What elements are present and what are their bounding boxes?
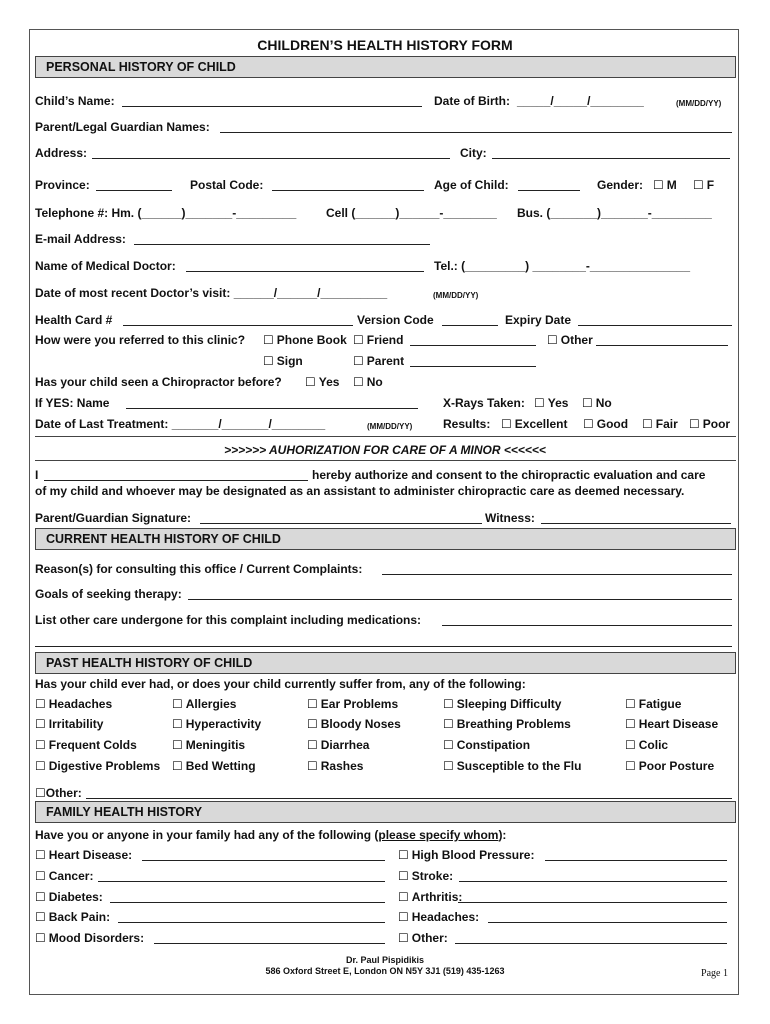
city-label: City: xyxy=(460,146,487,160)
condition-checkbox[interactable]: ☐ Poor Posture xyxy=(625,759,714,773)
results-fair-checkbox[interactable]: ☐ Fair xyxy=(642,417,678,431)
age-field[interactable] xyxy=(518,190,580,191)
referred-parent-field[interactable] xyxy=(410,366,536,367)
telephone-bus-field[interactable]: Bus. (_______)_______-_________ xyxy=(517,206,712,220)
version-code-label: Version Code xyxy=(357,313,434,327)
condition-checkbox[interactable]: ☐ Hyperactivity xyxy=(172,717,261,731)
doctor-tel-field[interactable]: Tel.: (_________) ________-_______________ xyxy=(434,259,690,273)
family-right-field[interactable] xyxy=(545,860,727,861)
section-personal-history: PERSONAL HISTORY OF CHILD xyxy=(35,56,736,78)
postal-field[interactable] xyxy=(272,190,424,191)
health-card-label: Health Card # xyxy=(35,313,113,327)
last-visit-field[interactable]: Date of most recent Doctor’s visit: ______/______/__________ xyxy=(35,286,388,300)
guardian-field[interactable] xyxy=(220,132,732,133)
dob-label: Date of Birth: xyxy=(434,94,510,108)
other-care-field-2[interactable] xyxy=(35,646,732,647)
condition-checkbox[interactable]: ☐ Constipation xyxy=(443,738,530,752)
condition-checkbox[interactable]: ☐ Colic xyxy=(625,738,668,752)
referred-phone-book-checkbox[interactable]: ☐ Phone Book xyxy=(263,333,347,347)
last-visit-format: (MM/DD/YY) xyxy=(433,291,479,300)
other-care-field[interactable] xyxy=(442,625,732,626)
if-yes-name-field[interactable] xyxy=(126,408,418,409)
condition-checkbox[interactable]: ☐ Digestive Problems xyxy=(35,759,160,773)
guardian-signature-field[interactable] xyxy=(200,523,482,524)
other-care-label: List other care undergone for this complaint including medications: xyxy=(35,613,422,627)
results-label: Results: xyxy=(443,417,491,431)
version-code-field[interactable] xyxy=(442,325,498,326)
family-question-b: ): xyxy=(498,828,507,842)
email-label: E-mail Address: xyxy=(35,232,126,246)
results-excellent-checkbox[interactable]: ☐ Excellent xyxy=(501,417,567,431)
dob-format: (MM/DD/YY) xyxy=(676,99,722,108)
last-treatment-field[interactable]: Date of Last Treatment: _______/_______/________ xyxy=(35,417,326,431)
expiry-field[interactable] xyxy=(578,325,732,326)
postal-label: Postal Code: xyxy=(190,178,264,192)
authorization-i: I xyxy=(35,468,39,482)
family-left-checkbox[interactable]: ☐ Mood Disorders: xyxy=(35,931,144,945)
family-left-field[interactable] xyxy=(154,943,385,944)
referred-sign-checkbox[interactable]: ☐ Sign xyxy=(263,354,303,368)
family-right-checkbox[interactable]: ☐ Headaches: xyxy=(398,910,479,924)
family-right-checkbox[interactable]: ☐ High Blood Pressure: xyxy=(398,848,534,862)
last-treatment-format: (MM/DD/YY) xyxy=(367,422,413,431)
footer-doctor: Dr. Paul Pispidikis xyxy=(345,955,425,965)
divider xyxy=(35,460,736,461)
authorization-text-2: of my child and whoever may be designated as an assistant to administer chiropractic care as deemed necessary. xyxy=(35,484,685,498)
telephone-home-field[interactable]: Telephone #: Hm. (______)_______-_________ xyxy=(35,206,297,220)
address-label: Address: xyxy=(35,146,88,160)
past-question: Has your child ever had, or does your child currently suffer from, any of the following: xyxy=(35,677,526,691)
guardian-label: Parent/Legal Guardian Names: xyxy=(35,120,210,134)
seen-chiro-label: Has your child seen a Chiropractor before? xyxy=(35,375,282,389)
telephone-cell-field[interactable]: Cell (______)______-________ xyxy=(326,206,497,220)
past-other-field[interactable] xyxy=(86,798,732,799)
family-left-checkbox[interactable]: ☐ Heart Disease: xyxy=(35,848,132,862)
email-field[interactable] xyxy=(134,244,430,245)
xrays-yes-checkbox[interactable]: ☐ Yes xyxy=(534,396,568,410)
doctor-label: Name of Medical Doctor: xyxy=(35,259,176,273)
family-question-a: Have you or anyone in your family had any of the following ( xyxy=(35,828,379,842)
condition-checkbox[interactable]: ☐ Bed Wetting xyxy=(172,759,256,773)
condition-checkbox[interactable]: ☐ Fatigue xyxy=(625,697,681,711)
family-right-checkbox[interactable]: ☐ Other: xyxy=(398,931,448,945)
xrays-no-checkbox[interactable]: ☐ No xyxy=(582,396,612,410)
condition-checkbox[interactable]: ☐ Meningitis xyxy=(172,738,245,752)
gender-label: Gender: xyxy=(597,178,644,192)
health-card-field[interactable] xyxy=(123,325,353,326)
family-left-field[interactable] xyxy=(110,902,385,903)
family-question xyxy=(35,828,506,842)
condition-checkbox[interactable]: ☐ Heart Disease xyxy=(625,717,718,731)
expiry-label: Expiry Date xyxy=(505,313,572,327)
referred-label: How were you referred to this clinic? xyxy=(35,333,246,347)
condition-checkbox[interactable]: ☐ Diarrhea xyxy=(307,738,369,752)
goals-field[interactable] xyxy=(188,599,732,600)
seen-chiro-yes-checkbox[interactable]: ☐ Yes xyxy=(305,375,339,389)
past-other-label: Other: xyxy=(45,786,82,800)
city-field[interactable] xyxy=(492,158,730,159)
referred-other-checkbox[interactable]: ☐ Other xyxy=(547,333,593,347)
section-past-health: PAST HEALTH HISTORY OF CHILD xyxy=(35,652,736,674)
condition-checkbox[interactable]: ☐ Frequent Colds xyxy=(35,738,137,752)
form-title: CHILDREN’S HEALTH HISTORY FORM xyxy=(257,37,513,53)
condition-checkbox[interactable]: ☐ Susceptible to the Flu xyxy=(443,759,581,773)
footer-address: 586 Oxford Street E, London ON N5Y 3J1 (519) 435-1263 xyxy=(265,966,505,976)
authorization-name-field[interactable] xyxy=(44,480,308,481)
condition-checkbox[interactable]: ☐ Rashes xyxy=(307,759,363,773)
section-current-health: CURRENT HEALTH HISTORY OF CHILD xyxy=(35,528,736,550)
xrays-label: X-Rays Taken: xyxy=(443,396,525,410)
family-right-checkbox[interactable]: ☐ Stroke: xyxy=(398,869,453,883)
family-right-field[interactable] xyxy=(455,943,727,944)
referred-other-field[interactable] xyxy=(596,345,728,346)
referred-friend-field[interactable] xyxy=(410,345,536,346)
family-right-field[interactable] xyxy=(459,881,727,882)
witness-field[interactable] xyxy=(541,523,731,524)
if-yes-name-label: If YES: Name xyxy=(35,396,110,410)
section-family-history: FAMILY HEALTH HISTORY xyxy=(35,801,736,823)
childs-name-field[interactable] xyxy=(122,106,422,107)
condition-checkbox[interactable]: ☐ Ear Problems xyxy=(307,697,398,711)
doctor-field[interactable] xyxy=(186,271,424,272)
family-left-checkbox[interactable]: ☐ Diabetes: xyxy=(35,890,103,904)
referred-friend-checkbox[interactable]: ☐ Friend xyxy=(353,333,403,347)
authorization-text-1: hereby authorize and consent to the chiropractic evaluation and care xyxy=(312,468,706,482)
province-field[interactable] xyxy=(96,190,172,191)
dob-field[interactable]: _____/_____/________ xyxy=(517,94,644,108)
past-other-checkbox[interactable]: ☐Other: xyxy=(35,786,82,800)
childs-name-label: Child’s Name: xyxy=(35,94,115,108)
family-question-specify: please specify whom xyxy=(378,828,499,842)
seen-chiro-no-checkbox[interactable]: ☐ No xyxy=(353,375,383,389)
witness-label: Witness: xyxy=(485,511,535,525)
address-field[interactable] xyxy=(92,158,450,159)
goals-label: Goals of seeking therapy: xyxy=(35,587,182,601)
page-number: Page 1 xyxy=(701,968,728,979)
province-label: Province: xyxy=(35,178,90,192)
family-right-field[interactable] xyxy=(458,902,727,903)
authorization-heading: >>>>>> AUHORIZATION FOR CARE OF A MINOR <<<<<< xyxy=(224,443,546,457)
guardian-signature-label: Parent/Guardian Signature: xyxy=(35,511,192,525)
condition-checkbox[interactable]: ☐ Irritability xyxy=(35,717,103,731)
results-good-checkbox[interactable]: ☐ Good xyxy=(583,417,628,431)
condition-checkbox[interactable]: ☐ Headaches xyxy=(35,697,112,711)
family-left-field[interactable] xyxy=(98,881,385,882)
reasons-label: Reason(s) for consulting this office / Current Complaints: xyxy=(35,562,363,576)
divider xyxy=(35,436,736,437)
condition-checkbox[interactable]: ☐ Allergies xyxy=(172,697,236,711)
gender-female-checkbox[interactable]: ☐ F xyxy=(693,178,714,192)
family-left-checkbox[interactable]: ☐ Cancer: xyxy=(35,869,93,883)
family-left-field[interactable] xyxy=(142,860,385,861)
family-left-checkbox[interactable]: ☐ Back Pain: xyxy=(35,910,110,924)
family-right-checkbox[interactable]: ☐ Arthritis: xyxy=(398,890,462,904)
condition-checkbox[interactable]: ☐ Bloody Noses xyxy=(307,717,401,731)
results-poor-checkbox[interactable]: ☐ Poor xyxy=(689,417,730,431)
age-label: Age of Child: xyxy=(434,178,509,192)
condition-checkbox[interactable]: ☐ Breathing Problems xyxy=(443,717,571,731)
family-left-field[interactable] xyxy=(118,922,385,923)
referred-parent-checkbox[interactable]: ☐ Parent xyxy=(353,354,404,368)
gender-male-checkbox[interactable]: ☐ M xyxy=(653,178,677,192)
reasons-field[interactable] xyxy=(382,574,732,575)
condition-checkbox[interactable]: ☐ Sleeping Difficulty xyxy=(443,697,561,711)
family-right-field[interactable] xyxy=(488,922,727,923)
